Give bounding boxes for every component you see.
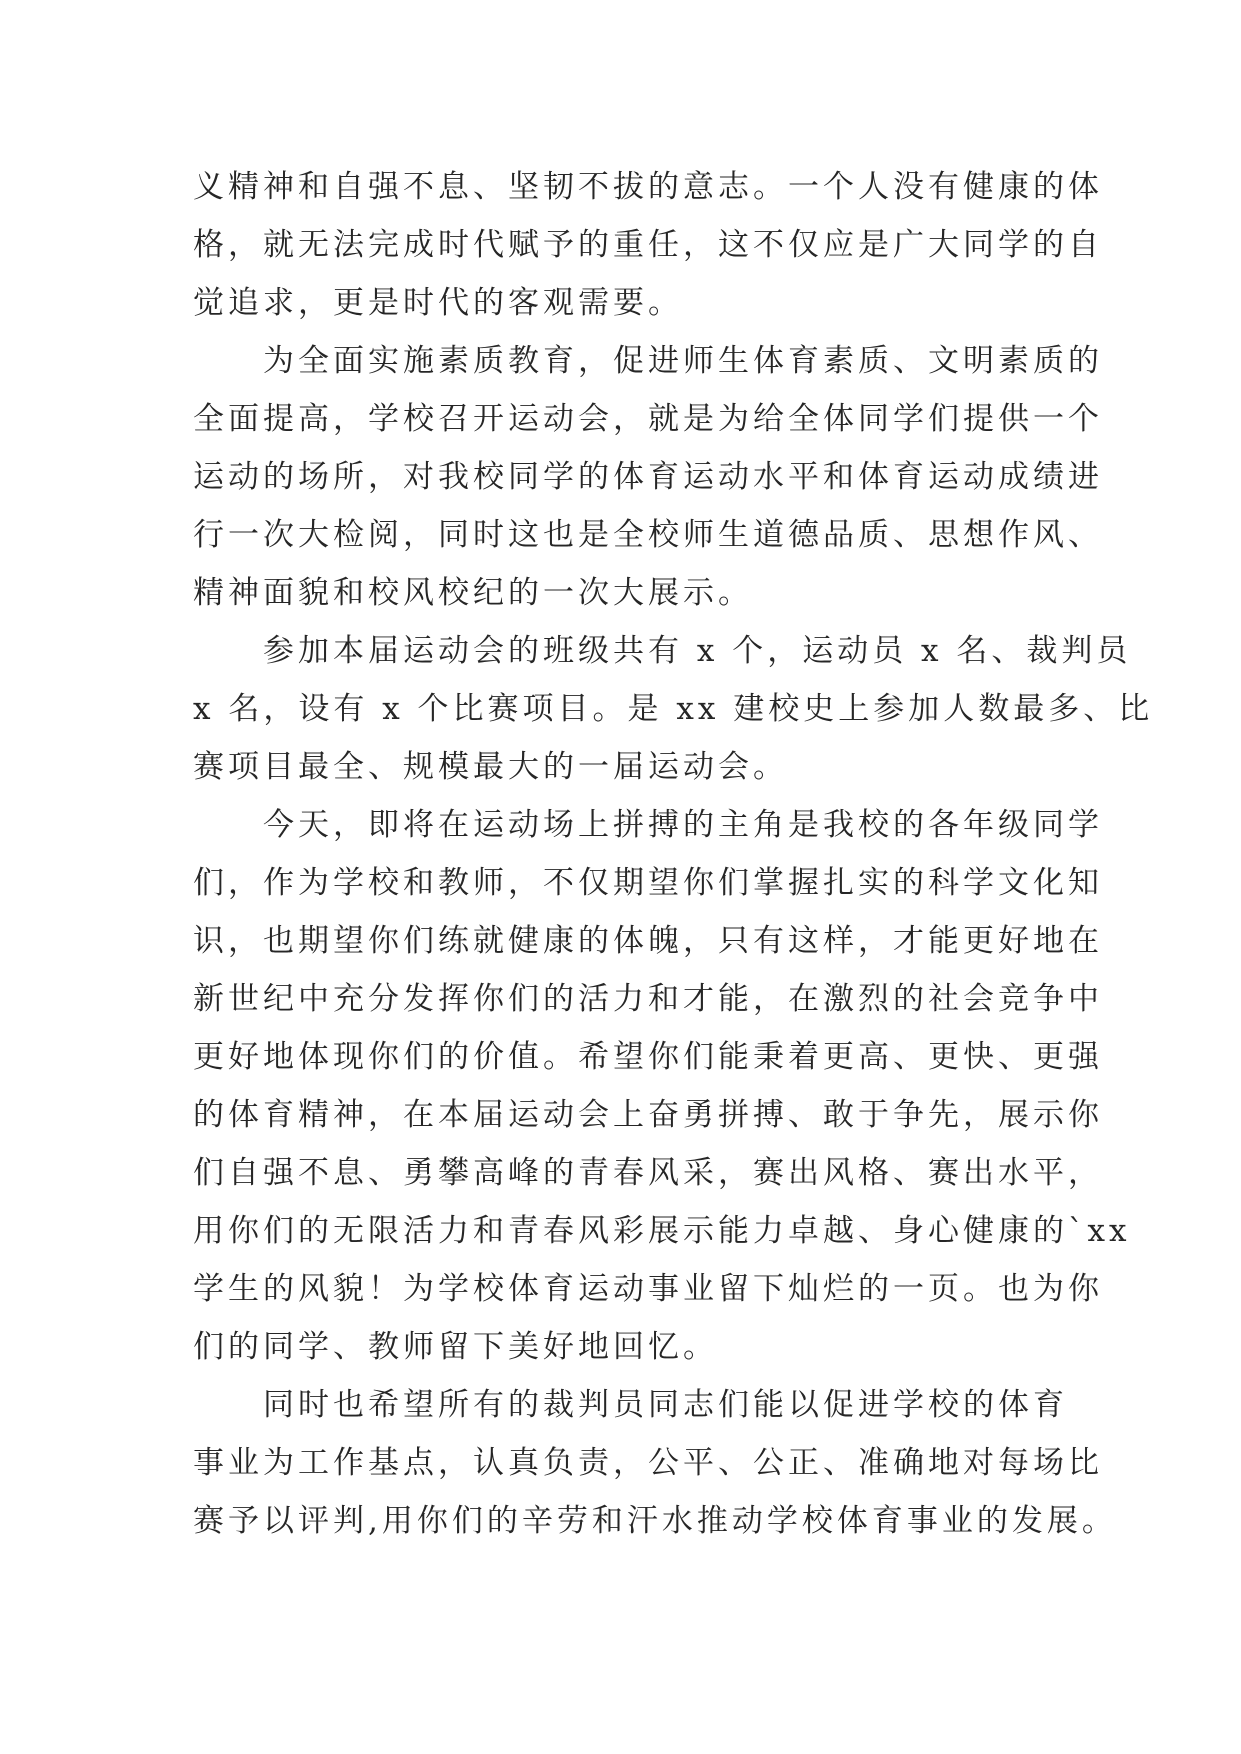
paragraph-first-line: 为全面实施素质教育，促进师生体育素质、文明素质的 bbox=[263, 343, 1103, 379]
document-body bbox=[193, 158, 1154, 1550]
text-line: 全面提高，学校召开运动会，就是为给全体同学们提供一个 bbox=[193, 401, 1103, 437]
paragraph-first-line: 参加本届运动会的班级共有 x 个，运动员 x 名、裁判员 bbox=[263, 633, 1132, 669]
text-line: 行一次大检阅，同时这也是全校师生道德品质、思想作风、 bbox=[193, 517, 1103, 553]
paragraph-first-line: 同时也希望所有的裁判员同志们能以促进学校的体育 bbox=[263, 1387, 1068, 1423]
text-line: 的体育精神，在本届运动会上奋勇拼搏、敢于争先，展示你 bbox=[193, 1097, 1103, 1133]
text-line: 格，就无法完成时代赋予的重任，这不仅应是广大同学的自 bbox=[193, 227, 1103, 263]
text-line: 义精神和自强不息、坚韧不拔的意志。一个人没有健康的体 bbox=[193, 169, 1103, 205]
text-line: 事业为工作基点，认真负责，公平、公正、准确地对每场比 bbox=[193, 1445, 1103, 1481]
text-line: 们的同学、教师留下美好地回忆。 bbox=[193, 1329, 718, 1365]
text-line: 精神面貌和校风校纪的一次大展示。 bbox=[193, 575, 753, 611]
text-line: 学生的风貌！为学校体育运动事业留下灿烂的一页。也为你 bbox=[193, 1271, 1103, 1307]
text-line: x 名，设有 x 个比赛项目。是 xx 建校史上参加人数最多、比 bbox=[193, 691, 1154, 727]
text-line: 用你们的无限活力和青春风彩展示能力卓越、身心健康的`xx bbox=[193, 1213, 1131, 1249]
text-line: 更好地体现你们的价值。希望你们能秉着更高、更快、更强 bbox=[193, 1039, 1103, 1075]
text-line: 们自强不息、勇攀高峰的青春风采，赛出风格、赛出水平， bbox=[193, 1155, 1103, 1191]
text-line: 们，作为学校和教师，不仅期望你们掌握扎实的科学文化知 bbox=[193, 865, 1103, 901]
text-line: 识，也期望你们练就健康的体魄，只有这样，才能更好地在 bbox=[193, 923, 1103, 959]
text-line: 觉追求，更是时代的客观需要。 bbox=[193, 285, 683, 321]
text-line: 运动的场所，对我校同学的体育运动水平和体育运动成绩进 bbox=[193, 459, 1103, 495]
text-line: 新世纪中充分发挥你们的活力和才能，在激烈的社会竞争中 bbox=[193, 981, 1103, 1017]
text-line: 赛项目最全、规模最大的一届运动会。 bbox=[193, 749, 788, 785]
paragraph-first-line: 今天，即将在运动场上拼搏的主角是我校的各年级同学 bbox=[263, 807, 1103, 843]
text-line: 赛予以评判,用你们的辛劳和汗水推动学校体育事业的发展。 bbox=[193, 1503, 1117, 1539]
